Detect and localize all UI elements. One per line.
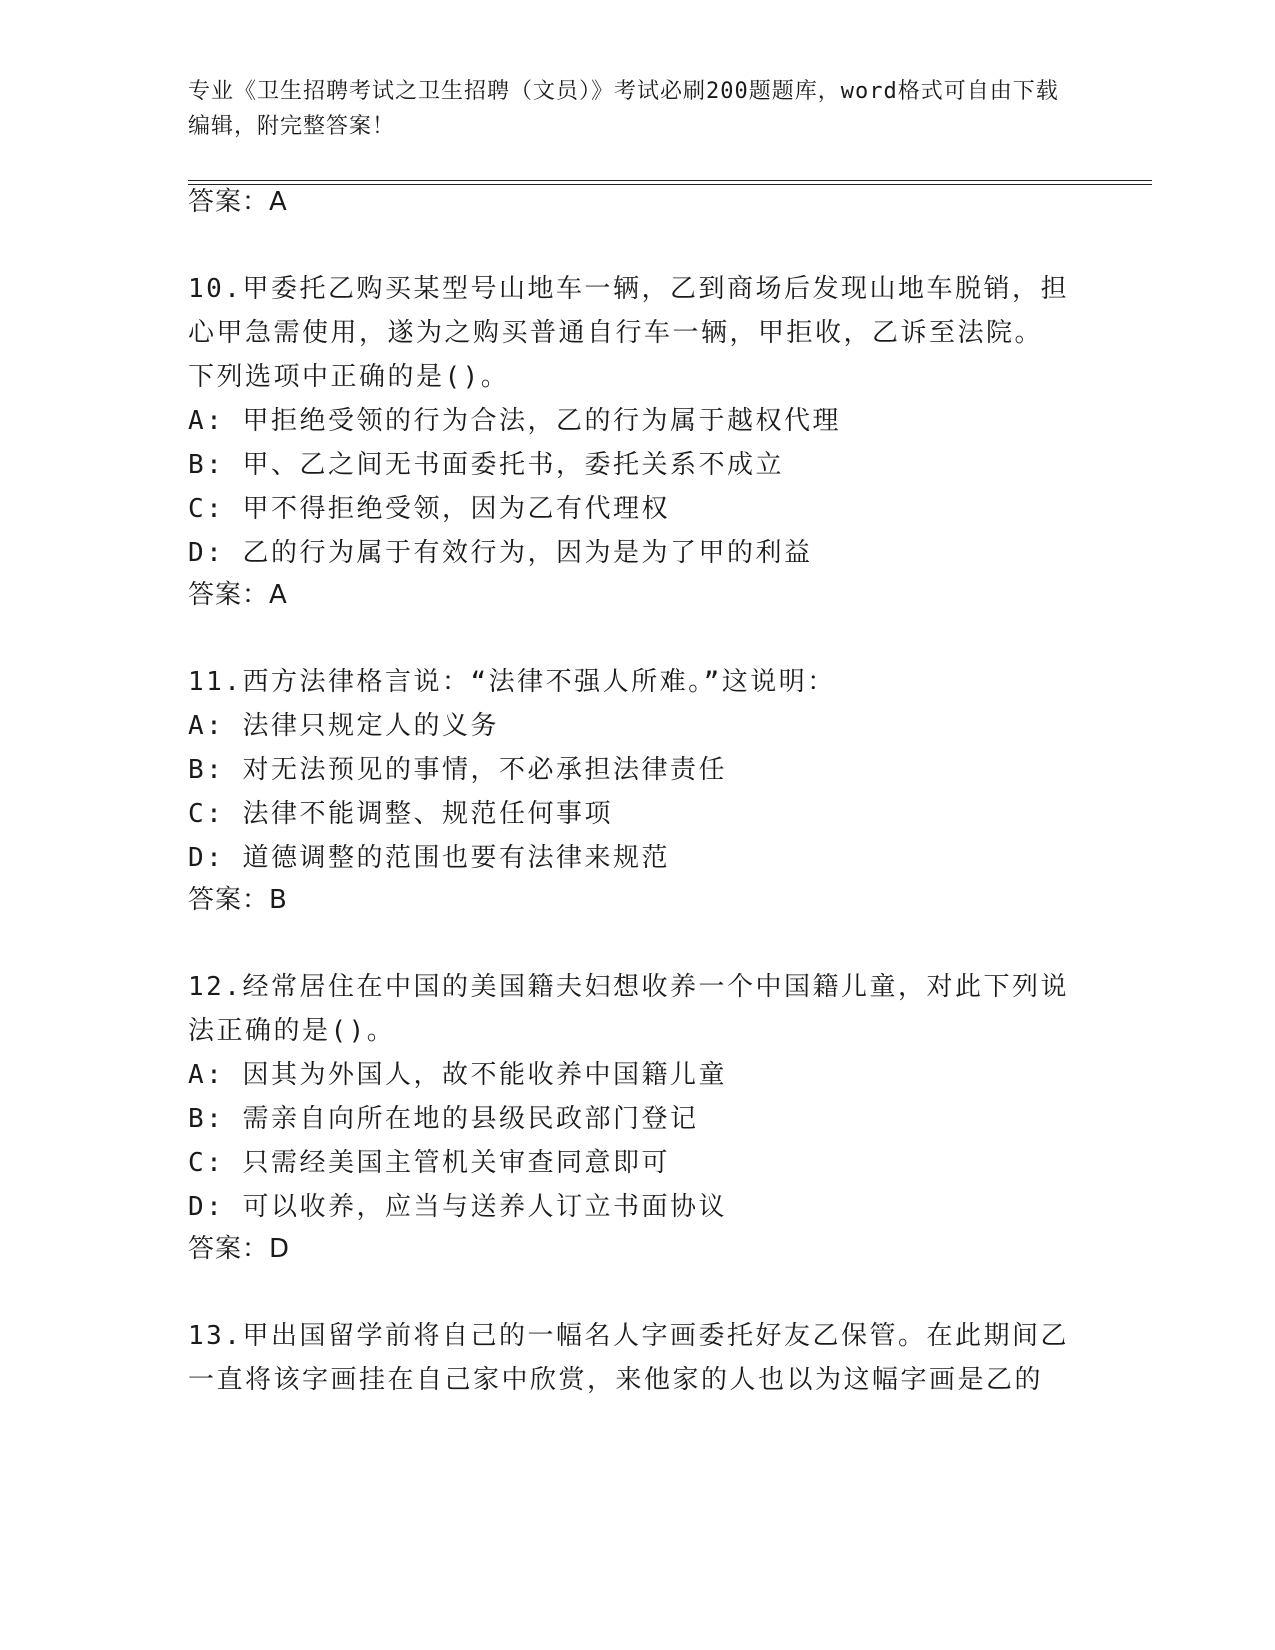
question-12-stem-line-2: 法正确的是()。	[188, 1016, 396, 1046]
question-11-stem-line-1: 11.西方法律格言说：“法律不强人所难。”这说明：	[188, 667, 836, 697]
question-11-option-c: C: 法律不能调整、规范任何事项	[188, 799, 613, 829]
question-12-stem-line-1: 12.经常居住在中国的美国籍夫妇想收养一个中国籍儿童，对此下列说	[188, 972, 1069, 1002]
question-12-option-c: C: 只需经美国主管机关审查同意即可	[188, 1148, 670, 1178]
header-divider-top	[188, 180, 1152, 181]
question-12-option-b: B: 需亲自向所在地的县级民政部门登记	[188, 1104, 699, 1134]
question-11-option-a: A: 法律只规定人的义务	[188, 711, 499, 741]
question-10-option-c: C: 甲不得拒绝受领，因为乙有代理权	[188, 494, 670, 524]
question-10-option-b: B: 甲、乙之间无书面委托书，委托关系不成立	[188, 450, 784, 480]
question-11-option-b: B: 对无法预见的事情，不必承担法律责任	[188, 755, 727, 785]
question-10-option-d: D: 乙的行为属于有效行为，因为是为了甲的利益	[188, 538, 813, 568]
question-10-answer: 答案：A	[188, 580, 288, 610]
question-11-answer: 答案：B	[188, 885, 288, 915]
document-header: 专业《卫生招聘考试之卫生招聘（文员）》考试必刷200题题库，word格式可自由下载编辑，附完整答案！	[188, 79, 1059, 139]
question-12-answer: 答案：D	[188, 1234, 291, 1264]
question-13-stem-line-2: 一直将该字画挂在自己家中欣赏，来他家的人也以为这幅字画是乙的	[188, 1365, 1044, 1395]
question-12-option-d: D: 可以收养，应当与送养人订立书面协议	[188, 1192, 727, 1222]
question-10-stem-line-3: 下列选项中正确的是()。	[188, 362, 510, 392]
question-10-option-a: A: 甲拒绝受领的行为合法，乙的行为属于越权代理	[188, 406, 841, 436]
question-12-option-a: A: 因其为外国人，故不能收养中国籍儿童	[188, 1060, 727, 1090]
question-11-option-d: D: 道德调整的范围也要有法律来规范	[188, 843, 670, 873]
question-10-stem-line-2: 心甲急需使用，遂为之购买普通自行车一辆，甲拒收，乙诉至法院。	[188, 318, 1044, 348]
previous-answer: 答案：A	[188, 187, 288, 217]
question-13-stem-line-1: 13.甲出国留学前将自己的一幅名人字画委托好友乙保管。在此期间乙	[188, 1321, 1069, 1351]
question-10-stem-line-1: 10.甲委托乙购买某型号山地车一辆，乙到商场后发现山地车脱销，担	[188, 274, 1069, 304]
header-divider-bottom	[188, 184, 1152, 185]
